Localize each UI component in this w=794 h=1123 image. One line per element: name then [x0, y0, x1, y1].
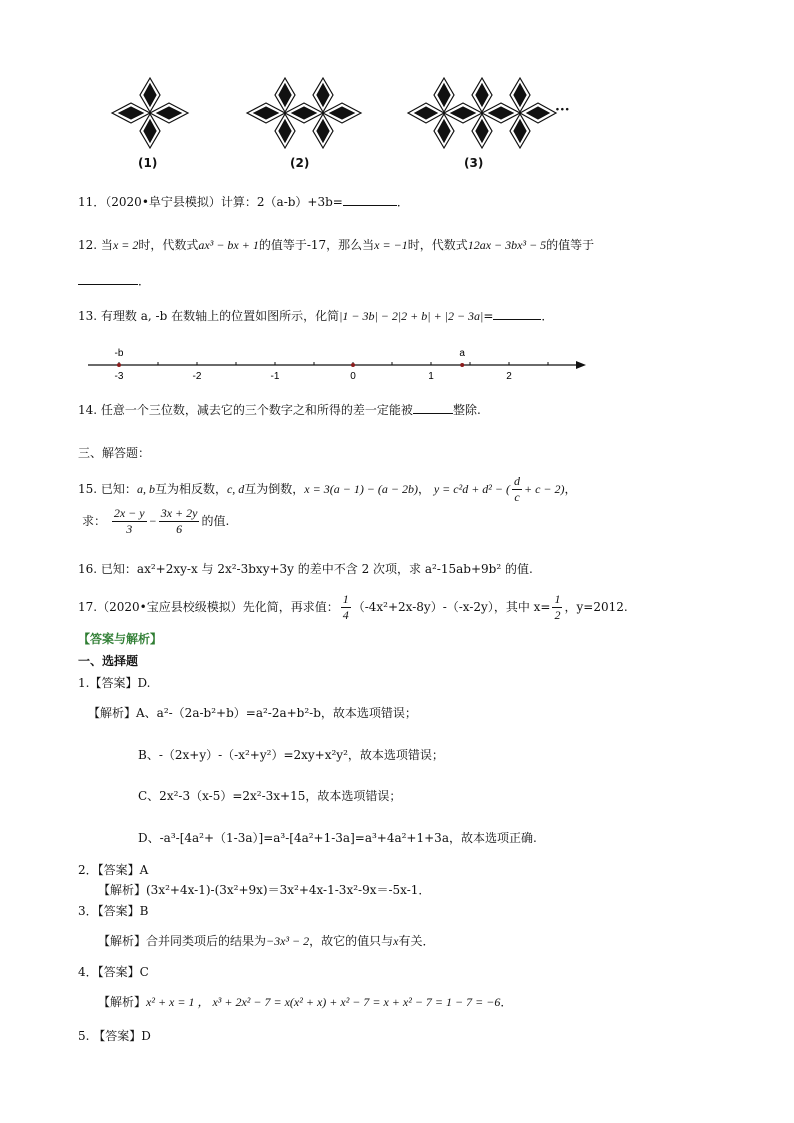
math: x — [393, 934, 399, 948]
answer-2-head: 2．【答案】A — [78, 863, 149, 877]
question-11 — [78, 193, 409, 210]
math: + c − 2) — [523, 482, 565, 496]
answer-5-head: 5. 【答案】D — [78, 1029, 151, 1043]
tick-label: 1 — [428, 371, 434, 382]
answer-blank — [493, 307, 541, 320]
question-number: 12. — [78, 238, 98, 252]
answer-3-body — [98, 932, 435, 949]
numerator: 2x − y — [113, 506, 145, 520]
ellipsis: ··· — [555, 102, 570, 118]
text: ， — [418, 482, 431, 496]
period: ． — [138, 274, 151, 288]
tick-label: -1 — [270, 371, 280, 382]
answer-blank — [413, 401, 453, 414]
numerator: 1 — [554, 592, 561, 606]
fraction-2 — [159, 506, 200, 537]
tick-label: -2 — [192, 371, 202, 382]
section-title-1: 一、选择题 — [78, 654, 139, 668]
question-number: 17. — [78, 600, 98, 614]
question-12-blank-line — [78, 272, 150, 289]
text: 【解析】合并同类项后的结果为 — [98, 934, 267, 948]
answer-1-option-b: B、-（2x+y）-（-x²+y²）=2xy+x²y²，故本选项错误； — [138, 748, 444, 762]
period: ． — [396, 195, 409, 209]
math: x² + x = 1 ， x³ + 2x² − 7 = x(x² + x) + x² − 7 = x + x² − 7 = 1 − 7 = −6 — [146, 995, 501, 1009]
text: 的值等于-17，那么当 — [258, 238, 375, 252]
denominator: 6 — [176, 522, 183, 536]
answer-section-title: 【答案与解析】 — [78, 632, 163, 646]
question-16 — [78, 560, 533, 577]
answer-1-head: 1.【答案】D. — [78, 676, 151, 690]
question-14 — [78, 401, 481, 418]
math: x = 2 — [112, 238, 139, 252]
question-number: 13. — [78, 309, 98, 323]
question-12 — [78, 236, 594, 253]
text: ， — [564, 482, 577, 496]
axis-arrow — [576, 361, 586, 369]
text: 已知： — [100, 482, 137, 496]
math: y = c²d + d² − ( — [433, 482, 510, 496]
text: 时，代数式 — [407, 238, 468, 252]
math: −3x³ − 2 — [266, 934, 310, 948]
math: 12ax − 3bx³ − 5 — [467, 238, 547, 252]
fraction-one-half — [552, 592, 562, 623]
figure-2 — [245, 76, 365, 151]
question-17 — [78, 592, 628, 623]
figure-3 — [406, 76, 558, 151]
fraction-one-quarter — [341, 592, 351, 623]
text: 有关． — [398, 934, 435, 948]
point-a-label: a — [459, 348, 465, 359]
denominator: 3 — [126, 522, 133, 536]
numerator: d — [513, 474, 520, 488]
section-title-3: 三、解答题： — [78, 446, 151, 460]
period: ． — [500, 995, 513, 1009]
answer-1-option-a: 【解析】A、a²-（2a-b²+b）=a²-2a+b²-b，故本选项错误； — [88, 706, 417, 720]
fraction-1 — [112, 506, 147, 537]
denominator: c — [514, 490, 520, 504]
text: 的值等于 — [546, 238, 595, 252]
text: 整除. — [452, 403, 481, 417]
text: （-4x²+2x-8y）-（-x-2y），其中 x= — [352, 600, 551, 614]
math-expression: |1 − 3b| − 2|2 + b| + |2 − 3a| — [339, 309, 484, 323]
text: （2020•宝应县校级模拟）先化简，再求值： — [97, 600, 339, 614]
text: 时，代数式 — [138, 238, 199, 252]
equals: = — [483, 309, 494, 323]
question-text: 任意一个三位数，减去它的三个数字之和所得的差一定能被 — [100, 403, 413, 417]
answer-1-option-d: D、-a³-[4a²+（1-3a）]=a³-[4a²+1-3a]=a³+4a²+1+3a，故本选项正确. — [138, 831, 537, 845]
question-15-ask — [82, 506, 229, 537]
text: ，故它的值只与 — [309, 934, 394, 948]
math: ax³ − bx + 1 — [198, 238, 259, 252]
question-number: 11． — [78, 195, 106, 209]
denominator: 2 — [554, 608, 561, 622]
answer-blank — [343, 193, 397, 206]
answer-1-option-c: C、2x²-3（x-5）=2x²-3x+15，故本选项错误； — [138, 789, 402, 803]
numerator: 1 — [342, 592, 349, 606]
math: x = −1 — [374, 238, 408, 252]
point-a — [460, 363, 464, 367]
tick-label: 2 — [506, 371, 512, 382]
tick-label: -3 — [114, 371, 124, 382]
tick-label: 0 — [350, 371, 356, 382]
text: ，y=2012. — [564, 600, 628, 614]
origin-point — [351, 363, 355, 367]
text: 互为倒数， — [244, 482, 305, 496]
point-neg-b — [117, 363, 121, 367]
numerator: 3x + 2y — [160, 506, 198, 520]
minus: − — [148, 514, 157, 528]
number-line-svg — [88, 345, 593, 385]
text: 当 — [100, 238, 113, 252]
text: 的值. — [201, 514, 230, 528]
answer-3-head: 3．【答案】B — [78, 904, 149, 918]
period: ． — [541, 309, 554, 323]
question-number: 14. — [78, 403, 98, 417]
figure-3-caption: (3) — [464, 156, 484, 170]
question-number: 16. — [78, 562, 98, 576]
math: x = 3(a − 1) − (a − 2b) — [304, 482, 418, 496]
answer-4-body — [98, 993, 512, 1010]
question-13 — [78, 307, 553, 324]
text: 求： — [82, 514, 107, 528]
fraction-d-over-c — [512, 474, 522, 505]
point-neg-b-label: -b — [114, 348, 124, 359]
text: 【解析】 — [98, 995, 147, 1009]
text: 互为相反数， — [154, 482, 227, 496]
figure-2-caption: (2) — [290, 156, 310, 170]
question-number: 15. — [78, 482, 98, 496]
denominator: 4 — [342, 608, 349, 622]
figure-1-caption: (1) — [138, 156, 158, 170]
question-text: 已知：ax²+2xy-x 与 2x²-3bxy+3y 的差中不含 2 次项，求 a²-15ab+9b² 的值. — [100, 562, 533, 576]
figure-1 — [108, 76, 193, 151]
question-15 — [78, 474, 577, 505]
math: a, b — [136, 482, 155, 496]
answer-blank — [78, 272, 138, 285]
question-text: （2020•阜宁县模拟）计算：2（a-b）+3b= — [105, 195, 343, 209]
answer-4-head: 4．【答案】C — [78, 965, 149, 979]
number-line — [88, 345, 593, 385]
math: c, d — [226, 482, 245, 496]
diamond-pattern-figures — [100, 76, 600, 176]
answer-2-body: 【解析】(3x²+4x-1)-(3x²+9x)＝3x²+4x-1-3x²-9x＝-5x-1． — [98, 883, 431, 897]
question-text: 有理数 a, -b 在数轴上的位置如图所示，化简 — [100, 309, 340, 323]
